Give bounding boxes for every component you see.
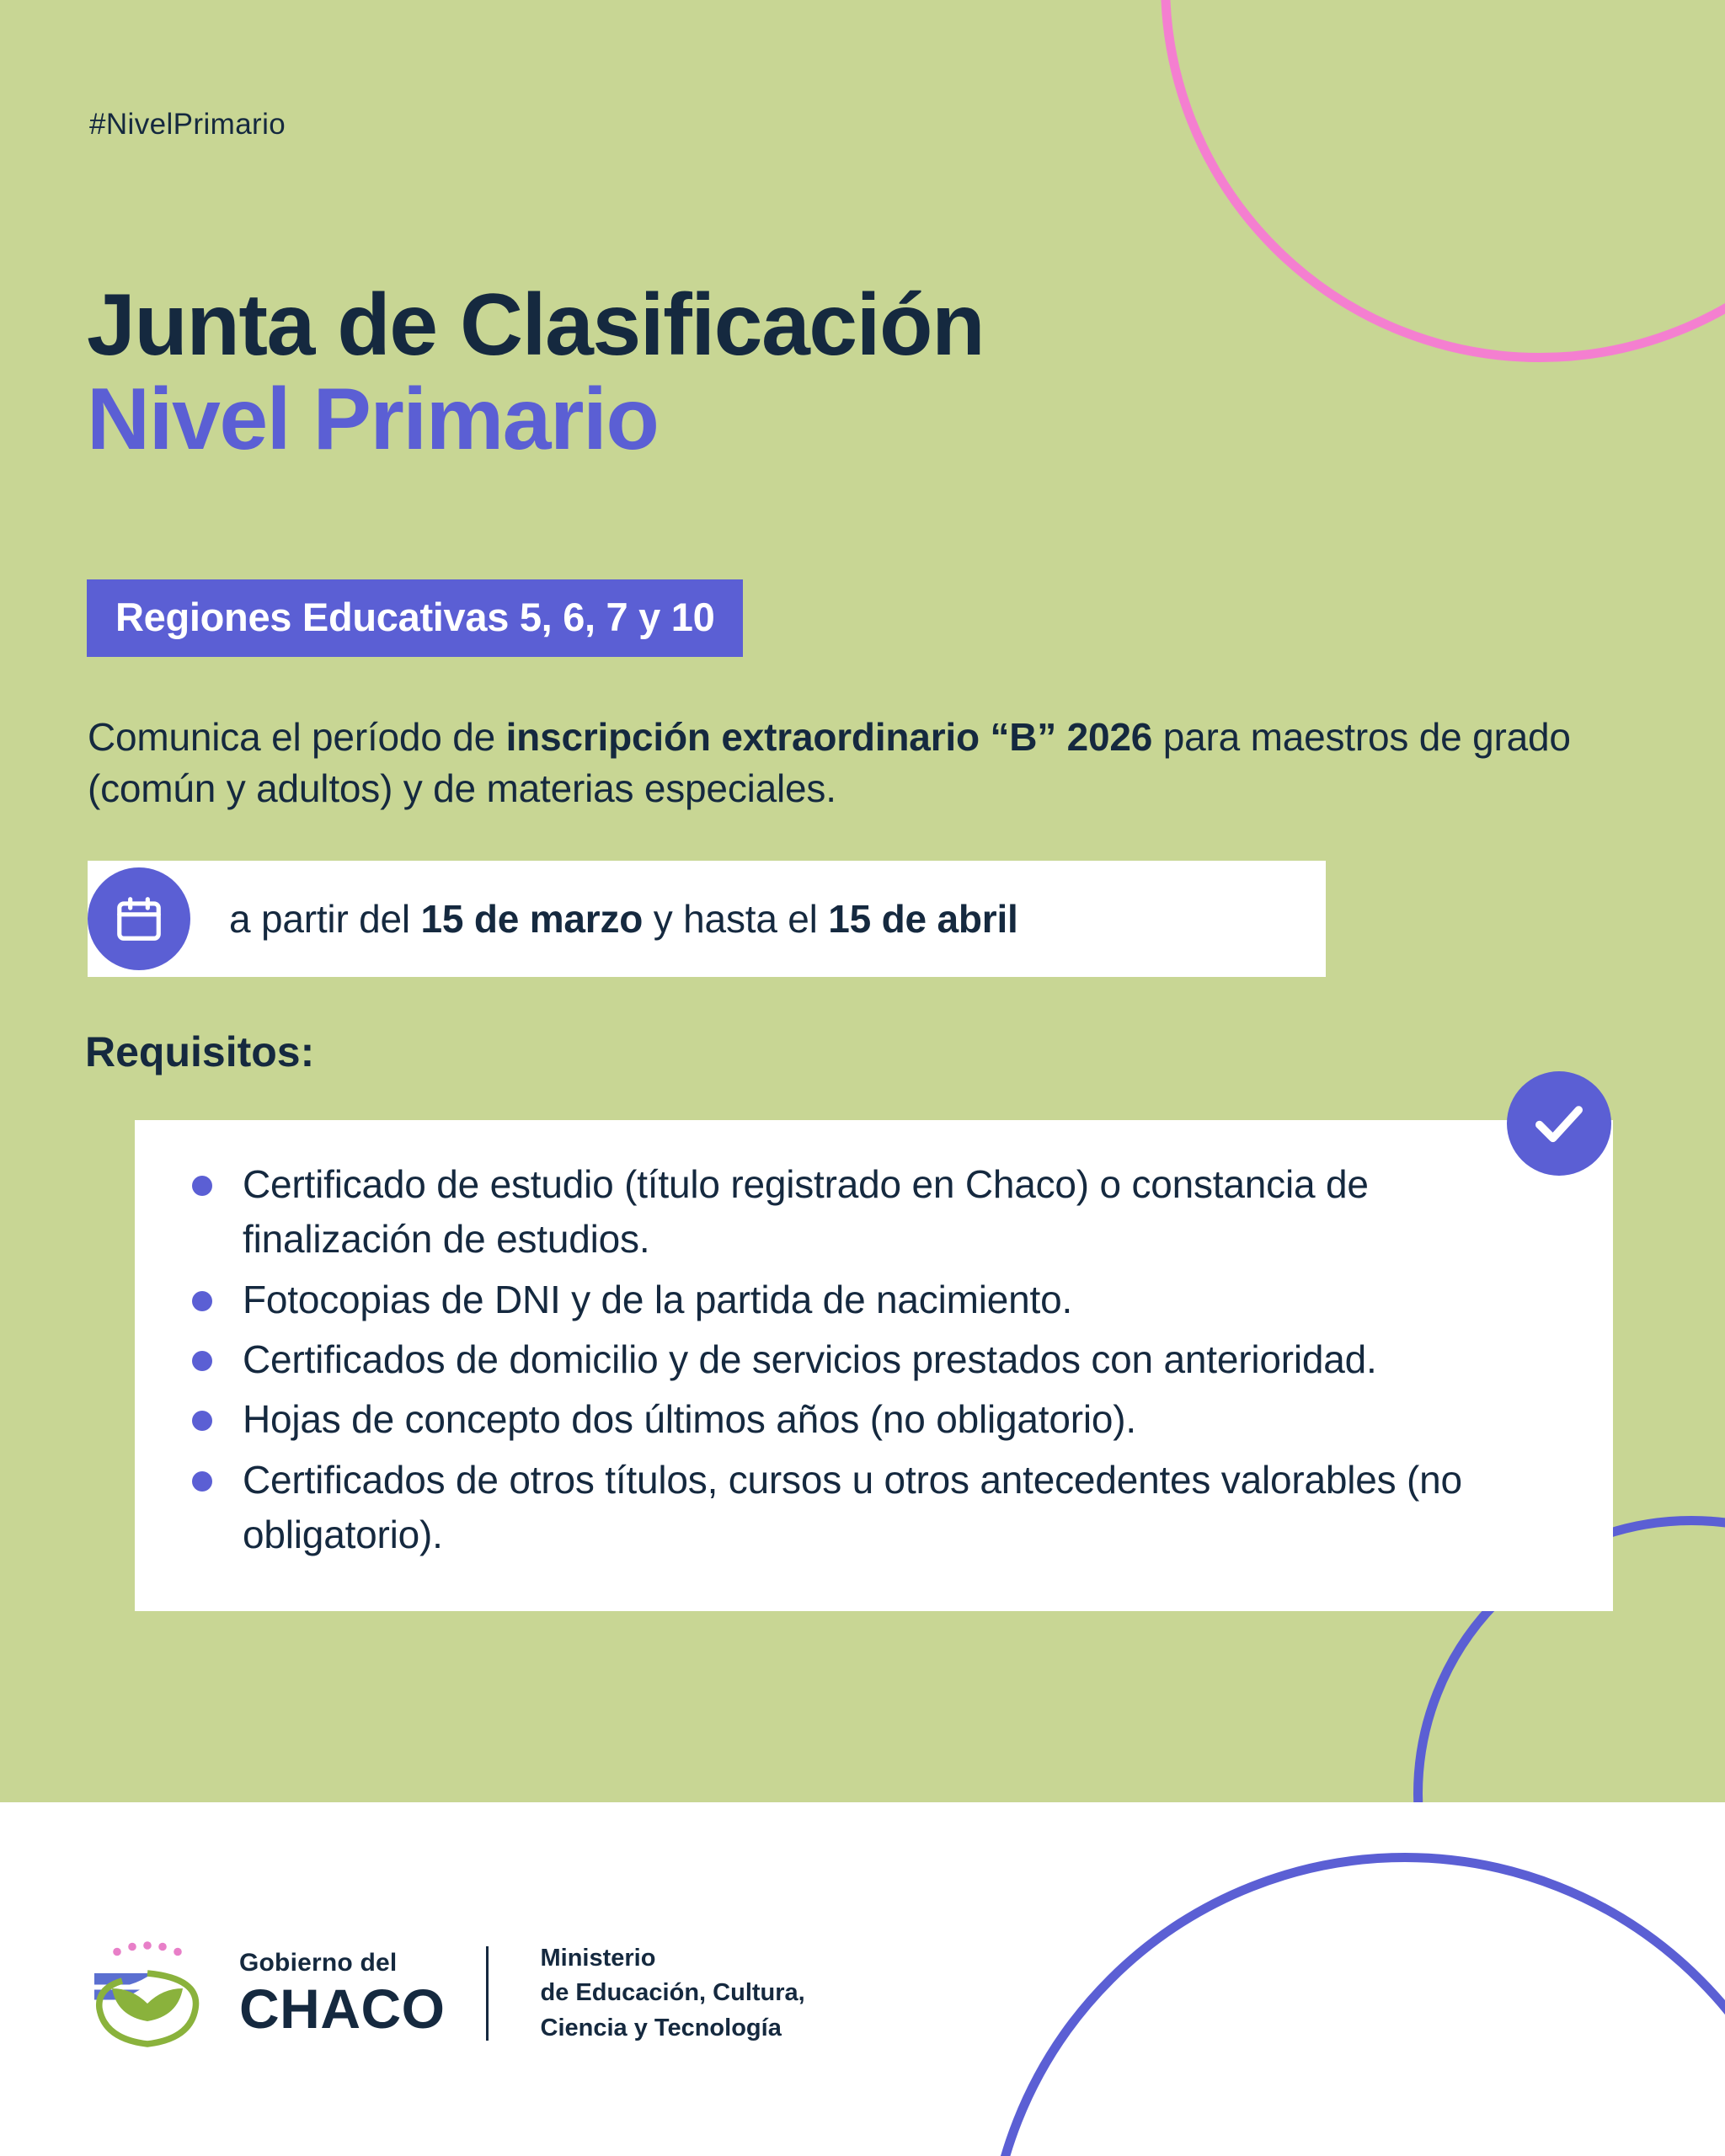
logo-divider — [486, 1946, 489, 2041]
date-start: 15 de marzo — [420, 897, 644, 941]
list-item — [185, 1157, 1562, 1267]
date-prefix: a partir del — [229, 897, 421, 941]
hashtag: #NivelPrimario — [89, 108, 286, 141]
list-item — [185, 1453, 1562, 1563]
footer-logos — [84, 1930, 805, 2057]
list-item — [185, 1273, 1562, 1327]
requirements-card — [135, 1120, 1613, 1611]
ministry-line-3: Ciencia y Tecnología — [540, 2014, 782, 2041]
calendar-icon — [88, 867, 190, 970]
list-item-text: Fotocopias de DNI y de la partida de nacimiento. — [243, 1277, 1073, 1321]
requirements-list — [185, 1157, 1562, 1562]
bullet-icon — [192, 1176, 212, 1196]
chaco-logo-icon — [84, 1930, 211, 2057]
intro-text-1: Comunica el período de — [88, 715, 506, 759]
date-end: 15 de abril — [828, 897, 1018, 941]
page-title — [87, 278, 1519, 467]
intro-text-bold: inscripción extraordinario “B” 2026 — [505, 715, 1153, 759]
government-label: Gobierno del — [239, 1949, 398, 1977]
requirements-title: Requisitos: — [85, 1028, 315, 1075]
date-text — [229, 896, 1018, 942]
list-item-text: Certificados de domicilio y de servicios prestados con anterioridad. — [243, 1337, 1377, 1381]
list-item-text: Certificados de otros títulos, cursos u otros antecedentes valorables (no obligatorio). — [243, 1457, 1462, 1556]
bullet-icon — [192, 1411, 212, 1431]
list-item-text: Hojas de concepto dos últimos años (no obligatorio). — [243, 1397, 1136, 1442]
list-item-text: Certificado de estudio (título registrado en Chaco) o constancia de finalización de estudios. — [243, 1162, 1369, 1262]
ministry-line-1: Ministerio — [540, 1945, 656, 1972]
list-item — [185, 1332, 1562, 1387]
date-strip — [88, 861, 1326, 977]
bullet-icon — [192, 1351, 212, 1371]
list-item — [185, 1392, 1562, 1447]
chaco-wordmark — [239, 1949, 446, 2040]
date-middle: y hasta el — [643, 897, 829, 941]
title-line-primary: Junta de Clasificación — [87, 276, 985, 374]
regions-badge: Regiones Educativas 5, 6, 7 y 10 — [87, 579, 743, 657]
chaco-brand: CHACO — [239, 1977, 446, 2040]
title-line-secondary: Nivel Primario — [87, 371, 659, 469]
intro-text-2: para maestros de grado (común y adultos) y de materias especiales. — [88, 715, 1571, 811]
ministry-block — [541, 1941, 805, 2046]
ministry-line-2: de Educación, Cultura, — [540, 1979, 805, 2007]
check-icon — [1507, 1071, 1611, 1176]
bullet-icon — [192, 1471, 212, 1492]
intro-paragraph — [88, 712, 1654, 814]
bullet-icon — [192, 1291, 212, 1311]
